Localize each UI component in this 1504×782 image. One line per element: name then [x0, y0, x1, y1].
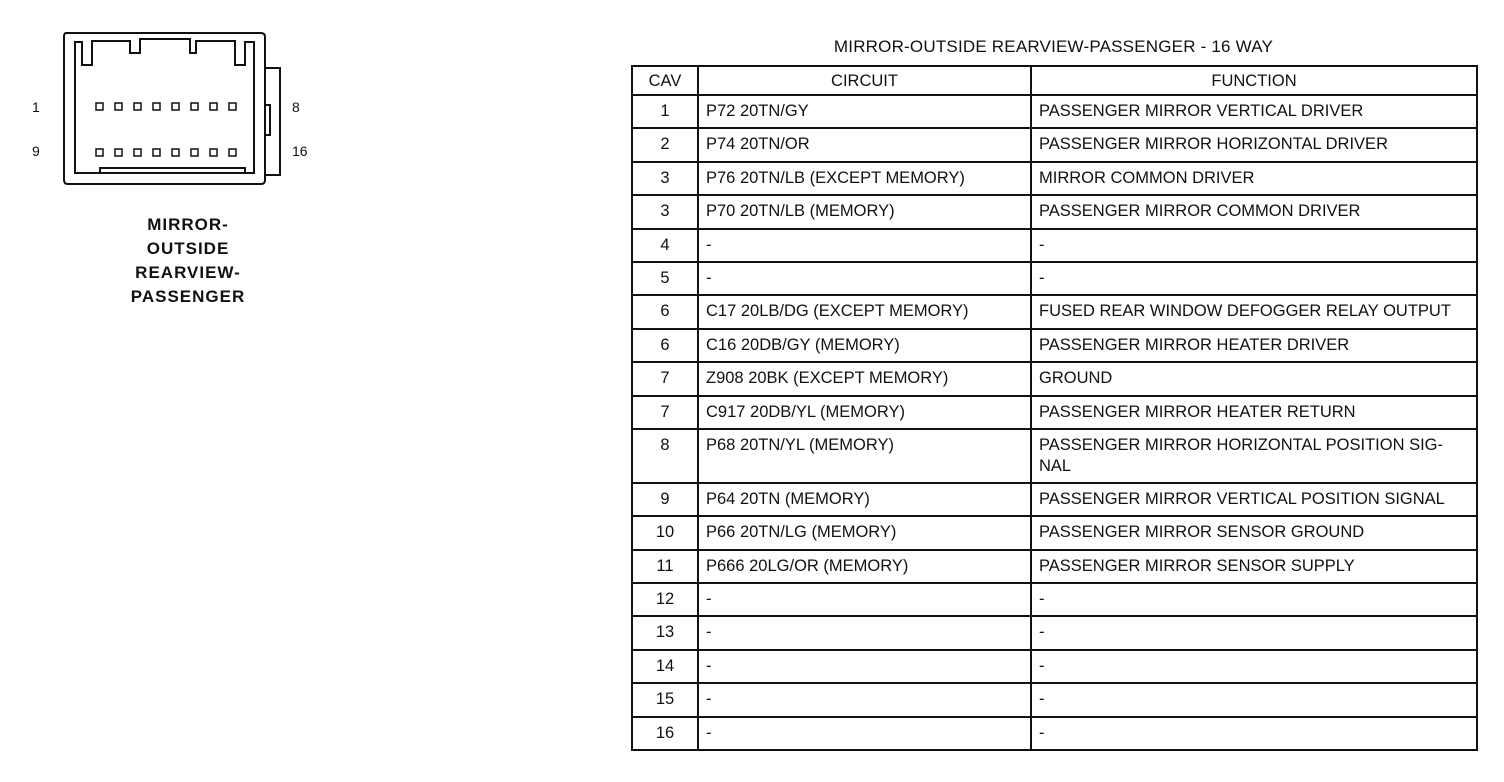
connector-diagram — [20, 25, 320, 315]
table-row — [632, 262, 1477, 295]
pin-label-16: 16 — [292, 143, 308, 159]
header-function: FUNCTION — [1031, 66, 1477, 95]
cell-cav: 8 — [632, 429, 698, 483]
cell-function: FUSED REAR WINDOW DEFOGGER RELAY OUTPUT — [1031, 295, 1477, 328]
table-row — [632, 295, 1477, 328]
cell-function: - — [1031, 683, 1477, 716]
cell-circuit: C16 20DB/GY (MEMORY) — [698, 329, 1031, 362]
cell-cav: 7 — [632, 362, 698, 395]
cell-circuit: - — [698, 616, 1031, 649]
cell-circuit: C917 20DB/YL (MEMORY) — [698, 396, 1031, 429]
cell-cav: 3 — [632, 195, 698, 228]
connector-name-line: OUTSIDE — [146, 239, 230, 258]
cell-cav: 10 — [632, 516, 698, 549]
table-body — [632, 95, 1477, 750]
cell-cav: 13 — [632, 616, 698, 649]
cell-cav: 6 — [632, 329, 698, 362]
cell-function: - — [1031, 717, 1477, 750]
cell-function: - — [1031, 616, 1477, 649]
table-row — [632, 95, 1477, 128]
cell-function: PASSENGER MIRROR HORIZONTAL DRIVER — [1031, 128, 1477, 161]
pin-label-8: 8 — [292, 99, 300, 115]
cell-circuit: - — [698, 583, 1031, 616]
cell-circuit: - — [698, 650, 1031, 683]
cell-function: PASSENGER MIRROR SENSOR GROUND — [1031, 516, 1477, 549]
cell-function: GROUND — [1031, 362, 1477, 395]
pinout-table — [631, 65, 1478, 751]
table-row — [632, 683, 1477, 716]
cell-cav: 6 — [632, 295, 698, 328]
cell-cav: 1 — [632, 95, 698, 128]
table-row — [632, 329, 1477, 362]
cell-circuit: P66 20TN/LG (MEMORY) — [698, 516, 1031, 549]
pin-label-9: 9 — [32, 143, 40, 159]
table-row — [632, 583, 1477, 616]
table-row — [632, 229, 1477, 262]
table-row — [632, 128, 1477, 161]
cell-function: PASSENGER MIRROR HEATER RETURN — [1031, 396, 1477, 429]
cell-circuit: P72 20TN/GY — [698, 95, 1031, 128]
cell-cav: 4 — [632, 229, 698, 262]
cell-function: PASSENGER MIRROR HORIZONTAL POSITION SIG-NAL — [1031, 429, 1477, 483]
cell-cav: 7 — [632, 396, 698, 429]
cell-function: - — [1031, 262, 1477, 295]
cell-circuit: P68 20TN/YL (MEMORY) — [698, 429, 1031, 483]
cell-cav: 16 — [632, 717, 698, 750]
table-header-row — [632, 66, 1477, 95]
table-row — [632, 162, 1477, 195]
cell-circuit: Z908 20BK (EXCEPT MEMORY) — [698, 362, 1031, 395]
cell-circuit: P666 20LG/OR (MEMORY) — [698, 550, 1031, 583]
cell-cav: 3 — [632, 162, 698, 195]
cell-circuit: P76 20TN/LB (EXCEPT MEMORY) — [698, 162, 1031, 195]
cell-function: PASSENGER MIRROR COMMON DRIVER — [1031, 195, 1477, 228]
cell-circuit: P70 20TN/LB (MEMORY) — [698, 195, 1031, 228]
cell-function: PASSENGER MIRROR SENSOR SUPPLY — [1031, 550, 1477, 583]
connector-name-line: PASSENGER — [130, 287, 246, 306]
cell-function: PASSENGER MIRROR HEATER DRIVER — [1031, 329, 1477, 362]
cell-function: - — [1031, 650, 1477, 683]
cell-cav: 2 — [632, 128, 698, 161]
table-row — [632, 516, 1477, 549]
cell-circuit: - — [698, 262, 1031, 295]
table-row — [632, 717, 1477, 750]
cell-circuit: P74 20TN/OR — [698, 128, 1031, 161]
cell-cav: 11 — [632, 550, 698, 583]
cell-function: - — [1031, 229, 1477, 262]
header-circuit: CIRCUIT — [698, 66, 1031, 95]
pin-label-1: 1 — [32, 99, 40, 115]
cell-circuit: - — [698, 683, 1031, 716]
cell-cav: 9 — [632, 483, 698, 516]
connector-name — [118, 213, 258, 309]
table-title: MIRROR-OUTSIDE REARVIEW-PASSENGER - 16 WAY — [833, 37, 1274, 56]
header-cav: CAV — [632, 66, 698, 95]
cell-cav: 12 — [632, 583, 698, 616]
cell-function: - — [1031, 583, 1477, 616]
table-row — [632, 550, 1477, 583]
cell-circuit: P64 20TN (MEMORY) — [698, 483, 1031, 516]
cell-cav: 15 — [632, 683, 698, 716]
table-row — [632, 483, 1477, 516]
table-row — [632, 429, 1477, 483]
table-row — [632, 362, 1477, 395]
connector-name-line: REARVIEW- — [135, 263, 241, 282]
cell-cav: 5 — [632, 262, 698, 295]
cell-cav: 14 — [632, 650, 698, 683]
table-row — [632, 195, 1477, 228]
cell-function: PASSENGER MIRROR VERTICAL DRIVER — [1031, 95, 1477, 128]
cell-function: MIRROR COMMON DRIVER — [1031, 162, 1477, 195]
table-row — [632, 650, 1477, 683]
connector-name-line: MIRROR- — [147, 215, 229, 234]
table-row — [632, 616, 1477, 649]
connector-face-icon — [20, 25, 320, 195]
cell-circuit: - — [698, 717, 1031, 750]
table-row — [632, 396, 1477, 429]
cell-circuit: C17 20LB/DG (EXCEPT MEMORY) — [698, 295, 1031, 328]
cell-function: PASSENGER MIRROR VERTICAL POSITION SIGNAL — [1031, 483, 1477, 516]
cell-circuit: - — [698, 229, 1031, 262]
